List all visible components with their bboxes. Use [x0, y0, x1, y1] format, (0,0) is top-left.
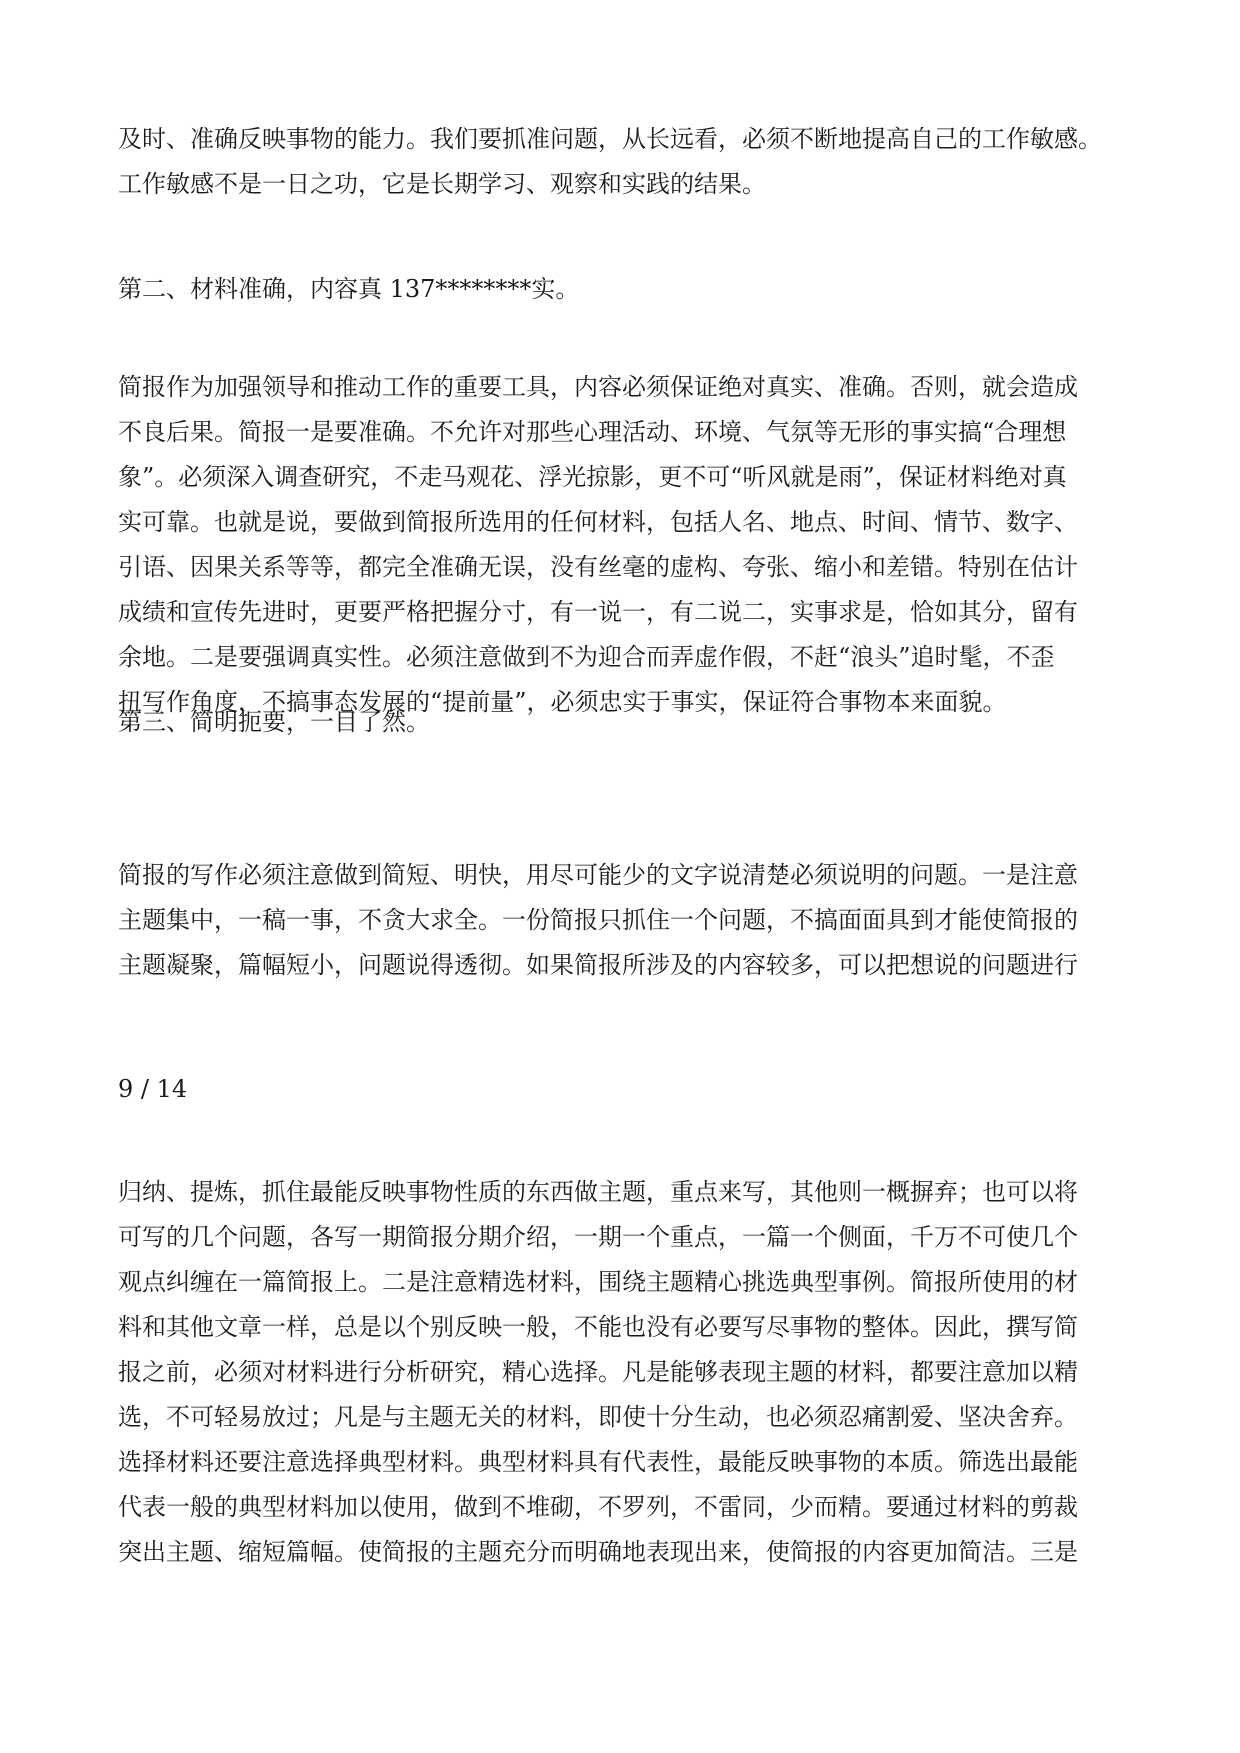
text-line: 观点纠缠在一篇简报上。二是注意精选材料，围绕主题精心挑选典型事例。简报所使用的材	[118, 1268, 1078, 1296]
page-number	[118, 1067, 1128, 1112]
text-line: 选，不可轻易放过；凡是与主题无关的材料，即使十分生动，也必须忍痛割爱、坚决舍弃。	[118, 1403, 1078, 1431]
heading-text: 第二、材料准确，内容真 137********实。	[118, 275, 580, 303]
text-line: 报之前，必须对材料进行分析研究，精心选择。凡是能够表现主题的材料，都要注意加以精	[118, 1358, 1078, 1386]
text-line: 实可靠。也就是说，要做到简报所选用的任何材料，包括人名、地点、时间、情节、数字、	[118, 508, 1078, 536]
text-line: 引语、因果关系等等，都完全准确无误，没有丝毫的虚构、夸张、缩小和差错。特别在估计	[118, 553, 1078, 581]
text-line: 突出主题、缩短篇幅。使简报的主题充分而明确地表现出来，使简报的内容更加简洁。三是	[118, 1538, 1078, 1566]
paragraph-2	[118, 365, 1128, 725]
text-line: 选择材料还要注意选择典型材料。典型材料具有代表性，最能反映事物的本质。筛选出最能	[118, 1448, 1078, 1476]
text-line: 归纳、提炼，抓住最能反映事物性质的东西做主题，重点来写，其他则一概摒弃；也可以将	[118, 1178, 1078, 1206]
text-line: 简报作为加强领导和推动工作的重要工具，内容必须保证绝对真实、准确。否则，就会造成	[118, 373, 1078, 401]
text-line: 成绩和宣传先进时，更要严格把握分寸，有一说一，有二说二，实事求是，恰如其分，留有	[118, 598, 1078, 626]
text-line: 及时、准确反映事物的能力。我们要抓准问题，从长远看，必须不断地提高自己的工作敏感。	[118, 125, 1102, 153]
paragraph-1	[118, 117, 1128, 207]
text-line: 象”。必须深入调查研究，不走马观花、浮光掠影，更不可“听风就是雨”，保证材料绝对真	[118, 463, 1067, 491]
text-line: 扭写作角度，不搞事态发展的“提前量”，必须忠实于事实，保证符合事物本来面貌。	[118, 688, 1007, 716]
text-line: 主题凝聚，篇幅短小，问题说得透彻。如果简报所涉及的内容较多，可以把想说的问题进行	[118, 951, 1078, 979]
text-line: 不良后果。简报一是要准确。不允许对那些心理活动、环境、气氛等无形的事实搞“合理想	[118, 418, 1067, 446]
heading-text: 第三、简明扼要，一目了然。	[118, 708, 430, 736]
text-line: 料和其他文章一样，总是以个别反映一般，不能也没有必要写尽事物的整体。因此，撰写简	[118, 1313, 1078, 1341]
page-number-text: 9 / 14	[118, 1075, 188, 1103]
text-line: 简报的写作必须注意做到简短、明快，用尽可能少的文字说清楚必须说明的问题。一是注意	[118, 861, 1078, 889]
text-line: 余地。二是要强调真实性。必须注意做到不为迎合而弄虚作假，不赶“浪头”追时髦，不歪	[118, 643, 1055, 671]
text-line: 代表一般的典型材料加以使用，做到不堆砌，不罗列，不雷同，少而精。要通过材料的剪裁	[118, 1493, 1078, 1521]
text-line: 主题集中，一稿一事，不贪大求全。一份简报只抓住一个问题，不搞面面具到才能使简报的	[118, 906, 1078, 934]
text-line: 工作敏感不是一日之功，它是长期学习、观察和实践的结果。	[118, 170, 766, 198]
section-heading-2	[118, 267, 1128, 312]
section-heading-3	[118, 700, 1128, 745]
paragraph-4	[118, 1170, 1128, 1575]
text-line: 可写的几个问题，各写一期简报分期介绍，一期一个重点，一篇一个侧面，千万不可使几个	[118, 1223, 1078, 1251]
paragraph-3	[118, 853, 1128, 988]
